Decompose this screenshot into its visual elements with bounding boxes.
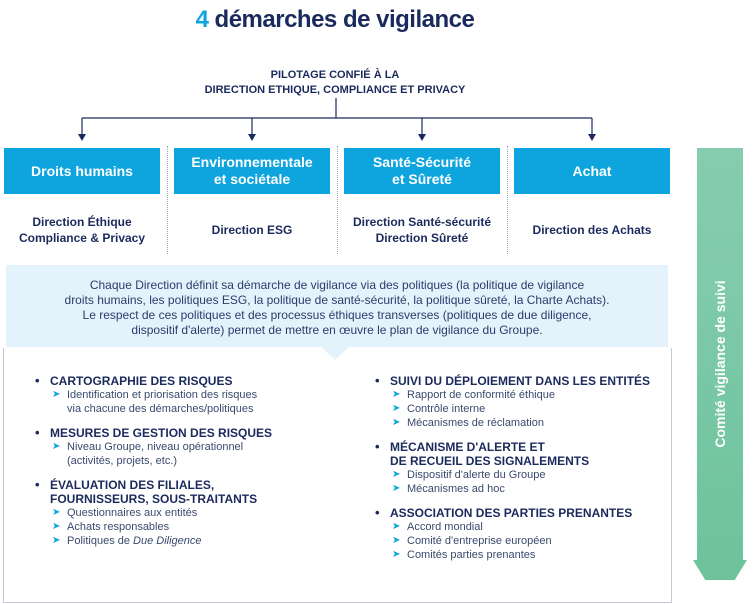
- arrow-icon: ➤: [392, 417, 401, 428]
- section-item: [375, 548, 667, 562]
- direction-line: Compliance & Privacy: [18, 231, 146, 245]
- policy-note: [6, 265, 668, 347]
- approach-label-line: Santé-Sécurité: [372, 154, 472, 170]
- approach-label-line: et Sûreté: [392, 171, 452, 187]
- section-item: [35, 506, 345, 520]
- heading-line: CARTOGRAPHIE DES RISQUES: [50, 374, 233, 388]
- arrow-icon: ➤: [392, 389, 401, 400]
- item-line: Niveau Groupe, niveau opérationnel: [67, 441, 244, 453]
- connector-arrow-2: [248, 118, 256, 141]
- note-line: Chaque Direction définit sa démarche de vigilance via des politiques (la politique de vigilance: [89, 278, 585, 292]
- pilotage-line-1: PILOTAGE CONFIÉ À LA: [270, 69, 400, 81]
- measure-section: [35, 426, 345, 468]
- section-heading: [35, 374, 345, 388]
- measures-left-column: [35, 374, 345, 558]
- heading-line: MÉCANISME D'ALERTE ET: [390, 440, 545, 454]
- section-item: [375, 402, 667, 416]
- heading-line: DE RECUEIL DES SIGNALEMENTS: [390, 454, 590, 468]
- pilotage-line-2: DIRECTION ETHIQUE, COMPLIANCE ET PRIVACY: [204, 84, 466, 96]
- bullet-icon: •: [35, 477, 40, 492]
- direction-human-rights: [4, 210, 160, 250]
- section-item: [35, 520, 345, 534]
- arrow-icon: ➤: [392, 549, 401, 560]
- direction-line: Direction Santé-sécurité: [352, 215, 492, 229]
- measure-section: [35, 374, 345, 416]
- direction-purchasing: [514, 210, 670, 250]
- section-heading: [35, 426, 345, 440]
- connector-arrow-1: [78, 118, 86, 141]
- section-item: [35, 440, 345, 468]
- bullet-icon: •: [35, 373, 40, 388]
- item-line: Mécanismes ad hoc: [407, 483, 505, 495]
- arrow-icon: ➤: [52, 507, 61, 518]
- heading-line: MESURES DE GESTION DES RISQUES: [50, 426, 273, 440]
- approach-label-line: Droits humains: [31, 162, 133, 179]
- approach-label-line: Achat: [572, 162, 612, 179]
- direction-line: Direction Éthique: [32, 215, 132, 229]
- heading-line: ASSOCIATION DES PARTIES PRENANTES: [390, 506, 633, 520]
- item-line: Mécanismes de réclamation: [407, 417, 544, 429]
- item-line: via chacune des démarches/politiques: [67, 403, 254, 415]
- direction-line: Direction ESG: [211, 223, 293, 237]
- note-line: Le respect de ces politiques et des processus éthiques transverses (politiques de due diligence,: [82, 308, 592, 322]
- section-item: [375, 388, 667, 402]
- section-heading: [375, 506, 667, 520]
- heading-line: ÉVALUATION DES FILIALES,: [50, 478, 215, 492]
- bullet-icon: •: [375, 439, 380, 454]
- section-item: [35, 388, 345, 416]
- item-line: Dispositif d'alerte du Groupe: [407, 469, 546, 481]
- connector-arrow-3: [418, 118, 426, 141]
- item-line: Identification et priorisation des risques: [67, 389, 258, 401]
- direction-health-safety: [344, 210, 500, 250]
- direction-line: Direction des Achats: [532, 223, 652, 237]
- approach-box-purchasing: [514, 148, 670, 194]
- measure-section: [375, 374, 667, 430]
- item-line: Achats responsables: [67, 521, 170, 533]
- arrow-icon: ➤: [392, 403, 401, 414]
- bullet-icon: •: [375, 505, 380, 520]
- approach-box-human-rights: [4, 148, 160, 194]
- column-divider: [507, 146, 508, 254]
- heading-line: FOURNISSEURS, SOUS-TRAITANTS: [50, 492, 258, 506]
- item-line: Comités parties prenantes: [407, 549, 536, 561]
- connector-lines: [0, 0, 754, 150]
- bullet-icon: •: [35, 425, 40, 440]
- approach-label-line: Environnementale: [191, 154, 313, 170]
- measure-section: [35, 478, 345, 548]
- column-divider: [337, 146, 338, 254]
- item-line: Rapport de conformité éthique: [407, 389, 555, 401]
- approach-box-environmental: [174, 148, 330, 194]
- item-prefix: Politiques de: [67, 535, 134, 547]
- section-item: [375, 534, 667, 548]
- arrow-icon: ➤: [392, 521, 401, 532]
- bullet-icon: •: [375, 373, 380, 388]
- heading-line: SUIVI DU DÉPLOIEMENT DANS LES ENTITÉS: [390, 374, 651, 388]
- note-line: dispositif d'alerte) permet de mettre en œuvre le plan de vigilance du Groupe.: [131, 323, 543, 337]
- measure-section: [375, 440, 667, 496]
- direction-environmental: [174, 210, 330, 250]
- arrow-icon: ➤: [392, 483, 401, 494]
- section-item: [35, 534, 345, 548]
- direction-line: Direction Sûreté: [375, 231, 469, 245]
- item-italic: Due Diligence: [133, 535, 202, 547]
- section-item: [375, 468, 667, 482]
- title-text: démarches de vigilance: [214, 6, 475, 33]
- arrow-icon: ➤: [392, 535, 401, 546]
- measure-section: [375, 506, 667, 562]
- item-line: Accord mondial: [407, 521, 483, 533]
- arrow-icon: ➤: [52, 535, 61, 546]
- section-heading: [375, 440, 667, 468]
- section-item: [375, 416, 667, 430]
- item-line: Contrôle interne: [407, 403, 486, 415]
- section-item: [375, 482, 667, 496]
- title-number: 4: [195, 6, 209, 33]
- arrow-icon: ➤: [392, 469, 401, 480]
- section-heading: [35, 478, 345, 506]
- arrow-icon: ➤: [52, 441, 61, 452]
- approach-box-health-safety: [344, 148, 500, 194]
- side-label: Comité vigilance de suivi: [712, 280, 728, 448]
- section-item: [375, 520, 667, 534]
- note-line: droits humains, les politiques ESG, la politique de santé-sécurité, la politique sûreté, la Charte Achats).: [64, 293, 610, 307]
- measures-right-column: [375, 374, 667, 572]
- section-heading: [375, 374, 667, 388]
- item-line: Questionnaires aux entités: [67, 507, 198, 519]
- connector-arrow-4: [588, 118, 596, 141]
- approach-label-line: et sociétale: [213, 171, 291, 187]
- column-divider: [167, 146, 168, 254]
- item-line: Comité d'entreprise européen: [407, 535, 552, 547]
- item-line: (activités, projets, etc.): [67, 455, 178, 467]
- arrow-icon: ➤: [52, 389, 61, 400]
- arrow-icon: ➤: [52, 521, 61, 532]
